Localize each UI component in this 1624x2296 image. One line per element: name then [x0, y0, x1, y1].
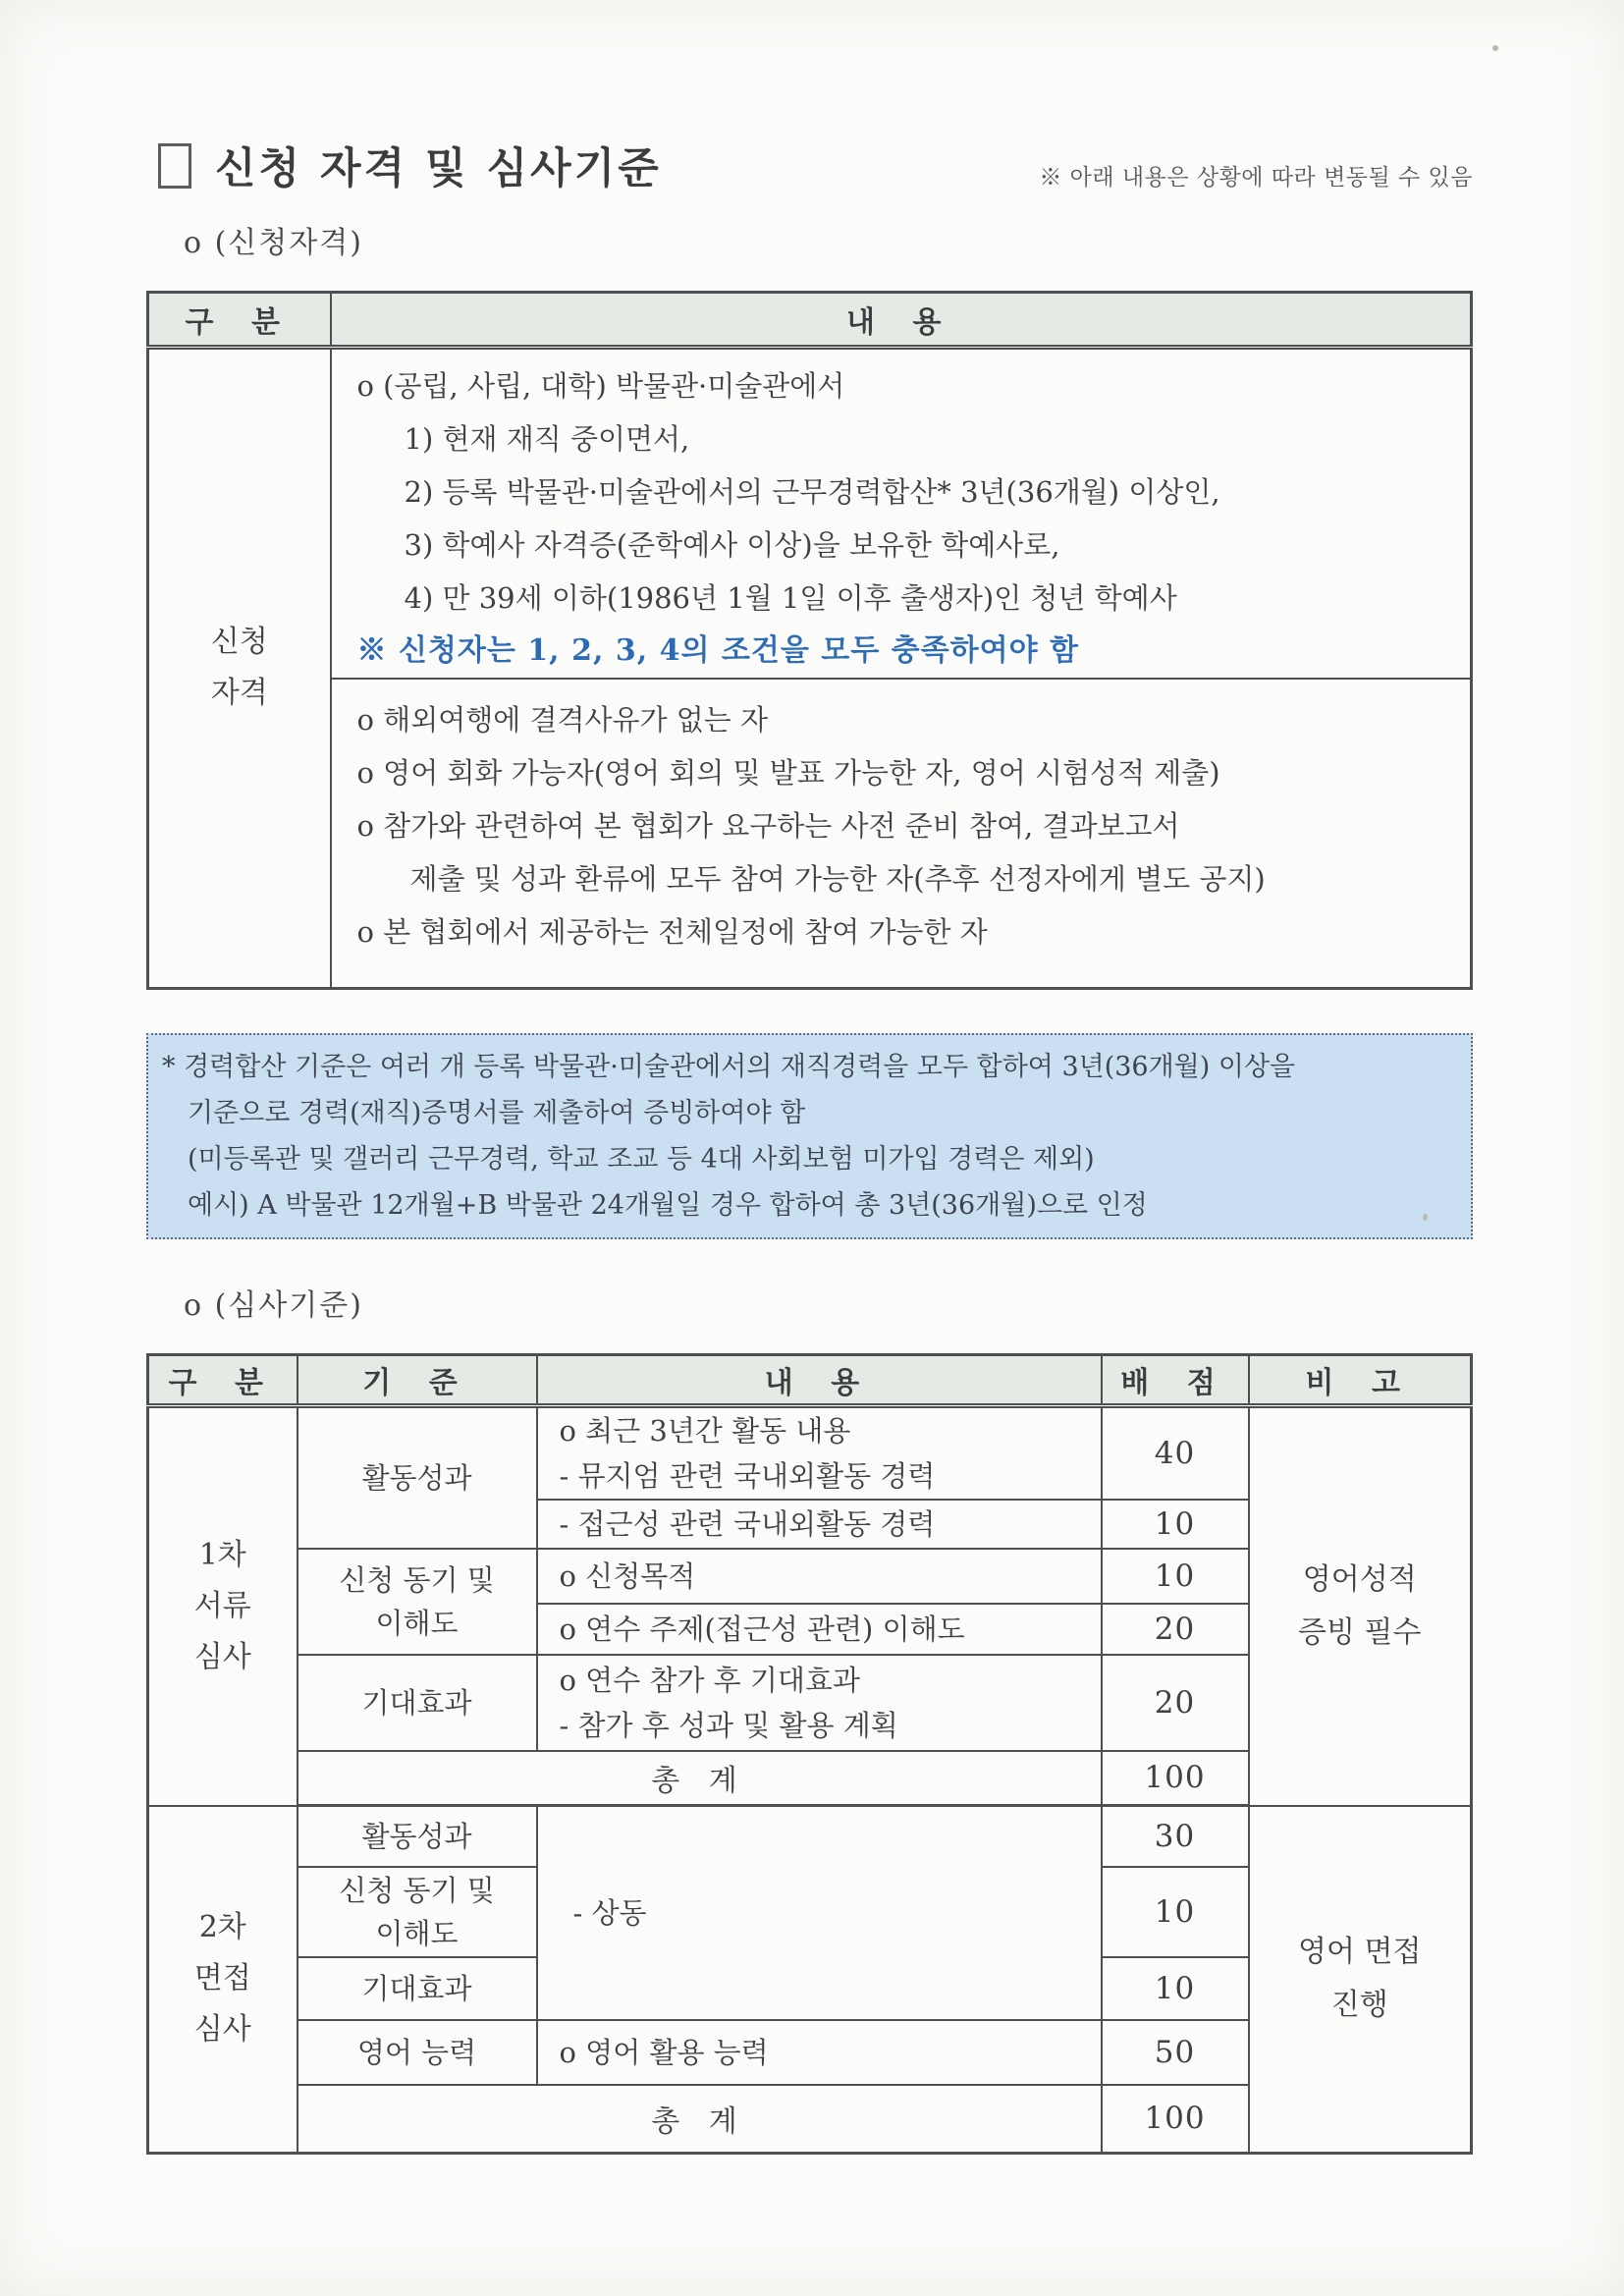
round1-score-activity: 40 — [1102, 1405, 1249, 1500]
qualification-header-type: 구 분 — [148, 293, 331, 348]
section-heading-criteria: o (심사기준) — [184, 1287, 363, 1323]
round2-criterion-activity: 활동성과 — [298, 1806, 537, 1867]
criteria-row — [148, 1405, 1472, 1500]
criteria-header-criterion: 기 준 — [298, 1354, 537, 1405]
qualification-item-4: 4) 만 39세 이하(1986년 1월 1일 이후 출생자)인 청년 학예사 — [404, 581, 1177, 615]
round2-criterion-english: 영어 능력 — [298, 2020, 537, 2085]
qualification-table-header-row — [148, 293, 1472, 348]
round1-criterion-activity: 활동성과 — [298, 1405, 537, 1549]
qualification-bullet: o 영어 회화 가능자(영어 회의 및 발표 가능한 자, 영어 시험성적 제출) — [356, 756, 1220, 790]
career-sum-footnote — [146, 1033, 1473, 1239]
round1-label: 1차 서류 심사 — [148, 1405, 298, 1806]
round1-score-expectation: 20 — [1102, 1655, 1249, 1751]
round1-criterion-motivation: 신청 동기 및 이해도 — [298, 1549, 537, 1655]
criteria-header-remark: 비 고 — [1249, 1354, 1472, 1405]
qualification-bullet: o 본 협회에서 제공하는 전체일정에 참여 가능한 자 — [356, 915, 988, 949]
round1-score-purpose: 10 — [1102, 1549, 1249, 1604]
criteria-row — [148, 1806, 1472, 1867]
criteria-table — [146, 1353, 1473, 2156]
qualification-table — [146, 291, 1473, 990]
round1-content-theme: o 연수 주제(접근성 관련) 이해도 — [537, 1604, 1102, 1655]
footnote-line: (미등록관 및 갤러리 근무경력, 학교 조교 등 4대 사회보험 미가입 경력은 제외) — [188, 1143, 1095, 1175]
round1-score-accessibility: 10 — [1102, 1500, 1249, 1549]
round2-score-motivation: 10 — [1102, 1867, 1249, 1957]
round2-total-score: 100 — [1102, 2085, 1249, 2154]
round2-label: 2차 면접 심사 — [148, 1806, 298, 2154]
qualification-item-2: 2) 등록 박물관·미술관에서의 근무경력합산* 3년(36개월) 이상인, — [404, 475, 1220, 509]
round2-remark: 영어 면접 진행 — [1249, 1806, 1472, 2154]
footnote-line: 예시) A 박물관 12개월+B 박물관 24개월일 경우 합하여 총 3년(36개월)으로 인정 — [188, 1189, 1148, 1221]
round1-content-purpose: o 신청목적 — [537, 1549, 1102, 1604]
criteria-header-content: 내 용 — [537, 1354, 1102, 1405]
criteria-header-score: 배 점 — [1102, 1354, 1249, 1405]
round2-score-activity: 30 — [1102, 1806, 1249, 1867]
qualification-lower-cell — [331, 679, 1472, 988]
qualification-upper-row — [148, 348, 1472, 680]
criteria-header-type: 구 분 — [148, 1354, 298, 1405]
qualification-item-3: 3) 학예사 자격증(준학예사 이상)을 보유한 학예사로, — [404, 528, 1060, 562]
qualification-item: o (공립, 사립, 대학) 박물관·미술관에서 — [356, 369, 845, 403]
round1-criterion-expectation: 기대효과 — [298, 1655, 537, 1751]
qualification-lower-row — [148, 679, 1472, 988]
round1-content-expectation: o 연수 참가 후 기대효과 - 참가 후 성과 및 활용 계획 — [537, 1655, 1102, 1751]
round2-criterion-expectation: 기대효과 — [298, 1957, 537, 2020]
round1-content-accessibility: - 접근성 관련 국내외활동 경력 — [537, 1500, 1102, 1549]
scan-speck — [1423, 1214, 1428, 1221]
round2-total-label: 총 계 — [298, 2085, 1102, 2154]
round1-score-theme: 20 — [1102, 1604, 1249, 1655]
round1-total-label: 총 계 — [298, 1751, 1102, 1806]
change-disclaimer-note: ※ 아래 내용은 상황에 따라 변동될 수 있음 — [1039, 165, 1473, 191]
round2-score-english: 50 — [1102, 2020, 1249, 2085]
round2-content-english: o 영어 활용 능력 — [537, 2020, 1102, 2085]
criteria-table-header-row — [148, 1354, 1472, 1405]
round2-score-expectation: 10 — [1102, 1957, 1249, 2020]
round1-content-activity: o 최근 3년간 활동 내용 - 뮤지엄 관련 국내외활동 경력 — [537, 1405, 1102, 1500]
qualification-item-1: 1) 현재 재직 중이면서, — [404, 422, 690, 456]
qualification-bullet-continued: 제출 및 성과 환류에 모두 참여 가능한 자(추후 선정자에게 별도 공지) — [409, 862, 1266, 896]
qualification-bullet: o 참가와 관련하여 본 협회가 요구하는 사전 준비 참여, 결과보고서 — [356, 809, 1180, 843]
section-heading-qualification: o (신청자격) — [184, 226, 363, 260]
round2-content-same-as-above: - 상동 — [537, 1806, 1102, 2020]
qualification-upper-cell — [331, 348, 1472, 680]
title-row — [146, 136, 1473, 200]
qualification-bullet: o 해외여행에 결격사유가 없는 자 — [356, 703, 769, 737]
qualification-row-label: 신청 자격 — [148, 348, 331, 989]
qualification-header-content: 내 용 — [331, 293, 1472, 348]
page-title: 신청 자격 및 심사기준 — [215, 144, 662, 193]
round1-total-score: 100 — [1102, 1751, 1249, 1806]
footnote-line: * 경력합산 기준은 여러 개 등록 박물관·미술관에서의 재직경력을 모두 합하여 3년(36개월) 이상을 — [162, 1051, 1296, 1082]
footnote-line: 기준으로 경력(재직)증명서를 제출하여 증빙하여야 함 — [188, 1097, 806, 1128]
qualification-condition-highlight: ※ 신청자는 1, 2, 3, 4의 조건을 모두 충족하여야 함 — [356, 633, 1080, 668]
round2-criterion-motivation: 신청 동기 및 이해도 — [298, 1867, 537, 1957]
checkbox-bullet-icon — [158, 143, 191, 189]
scan-speck — [1492, 45, 1498, 51]
round1-remark: 영어성적 증빙 필수 — [1249, 1405, 1472, 1806]
